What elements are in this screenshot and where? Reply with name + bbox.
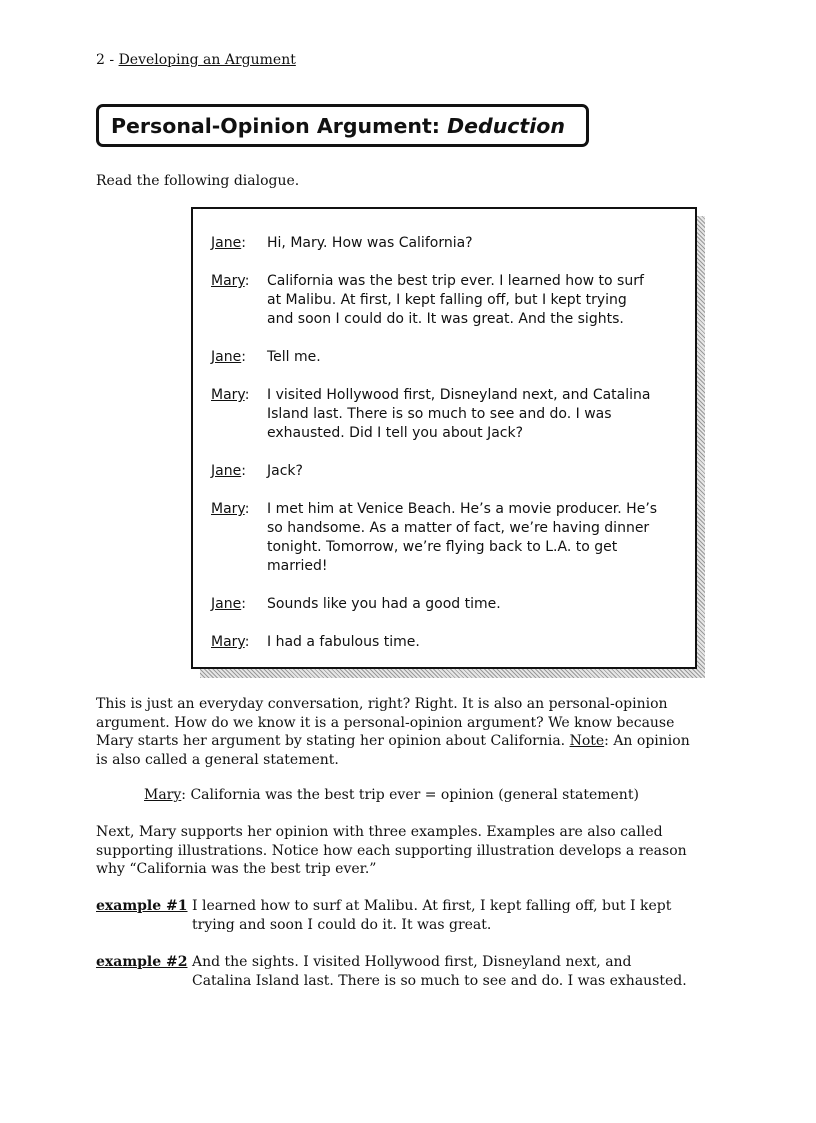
dialogue-line: Tell me. [267, 349, 321, 365]
title-main: Personal-Opinion Argument: [111, 113, 448, 138]
paragraph-line [96, 732, 706, 751]
page-number: 2 [96, 52, 105, 68]
title-box [96, 104, 589, 147]
example-label: example #1 [96, 898, 188, 914]
page-header [96, 52, 296, 68]
note-label: Note [569, 733, 605, 749]
dialogue-line: so handsome. As a matter of fact, we’re having dinner [267, 520, 650, 536]
intro-text: Read the following dialogue. [96, 173, 300, 189]
example-line: trying and soon I could do it. It was great. [192, 916, 492, 933]
paragraph-line: why “California was the best trip ever.” [96, 861, 377, 877]
example-line: I learned how to surf at Malibu. At first, I kept falling off, but I kept [192, 898, 672, 914]
dialogue-line: I met him at Venice Beach. He’s a movie producer. He’s [267, 501, 658, 517]
example-line: And the sights. I visited Hollywood first, Disneyland next, and [192, 954, 632, 970]
dialogue-line: I visited Hollywood first, Disneyland next, and Catalina [267, 387, 651, 403]
page-title [111, 114, 565, 138]
dialogue-line: married! [267, 558, 328, 574]
dialogue-box: Jane: Hi, Mary. How was California? Mary: California was the best trip ever. I learned how to surf at Malibu. At first, I kept falling off, but I kept trying and soon I could do it. It was great. And the sights. Jane: Tell me. Mary: I visited Hollywood first, Disneyland next, and Catalina Island last. There is so much to see and do. I was exhausted. Did I tell you about Jack? Jane: Jack? Mary: I met him at Venice Beach. He’s a movie producer. He’s so handsome. As a matter of fact, we’re having dinner tonight. Tomorrow, we’re flying back to L.A. to get married! Jane: Sounds like you had a good time. Mary: I had a fabulous time. [191, 207, 697, 669]
paragraph-line: This is just an everyday conversation, right? Right. It is also an personal-opinion [96, 696, 668, 712]
paragraph-line: argument. How do we know it is a personal-opinion argument? We know because [96, 714, 675, 731]
paragraph-text: Mary starts her argument by stating her opinion about California. [96, 733, 570, 749]
paragraph-explanation [96, 695, 706, 769]
paragraph-line: Next, Mary supports her opinion with three examples. Examples are also called [96, 824, 663, 840]
dialogue-line: Hi, Mary. How was California? [267, 235, 473, 251]
speaker-name: Jane [211, 235, 242, 251]
example-body [192, 953, 712, 990]
example-label: example #2 [96, 954, 188, 970]
speaker-name: Mary [211, 387, 245, 403]
dialogue-line: Island last. There is so much to see and do. I was [267, 406, 612, 422]
speaker-name: Mary [211, 273, 245, 289]
example-line: Catalina Island last. There is so much to see and do. I was exhausted. [192, 972, 687, 989]
speaker-name: Mary [211, 634, 245, 650]
dialogue-line: Jack? [267, 463, 303, 479]
paragraph-supporting [96, 823, 706, 879]
speaker-name: Jane [211, 349, 242, 365]
summary-text: : California was the best trip ever = opinion (general statement) [181, 787, 639, 803]
paragraph-line: is also called a general statement. [96, 751, 339, 768]
opinion-summary [144, 787, 639, 803]
title-emphasis: Deduction [447, 113, 565, 138]
speaker-name: Jane [211, 463, 242, 479]
speaker-name: Jane [211, 596, 242, 612]
dialogue-line: I had a fabulous time. [267, 634, 420, 650]
dialogue-line: and soon I could do it. It was great. And the sights. [267, 311, 624, 327]
dialogue-line: at Malibu. At first, I kept falling off, but I kept trying [267, 292, 627, 308]
dialogue-line: tonight. Tomorrow, we’re flying back to L.A. to get [267, 539, 618, 555]
example-body [192, 897, 712, 934]
dialogue-line: California was the best trip ever. I learned how to surf [267, 273, 644, 289]
paragraph-text: : An opinion [604, 733, 690, 749]
speaker-name: Mary [211, 501, 245, 517]
header-separator: - [104, 52, 119, 68]
dialogue-line: exhausted. Did I tell you about Jack? [267, 425, 524, 441]
section-title: Developing an Argument [118, 52, 296, 68]
summary-speaker: Mary [144, 787, 182, 803]
paragraph-line: supporting illustrations. Notice how each supporting illustration develops a reason [96, 842, 687, 859]
dialogue-line: Sounds like you had a good time. [267, 596, 501, 612]
